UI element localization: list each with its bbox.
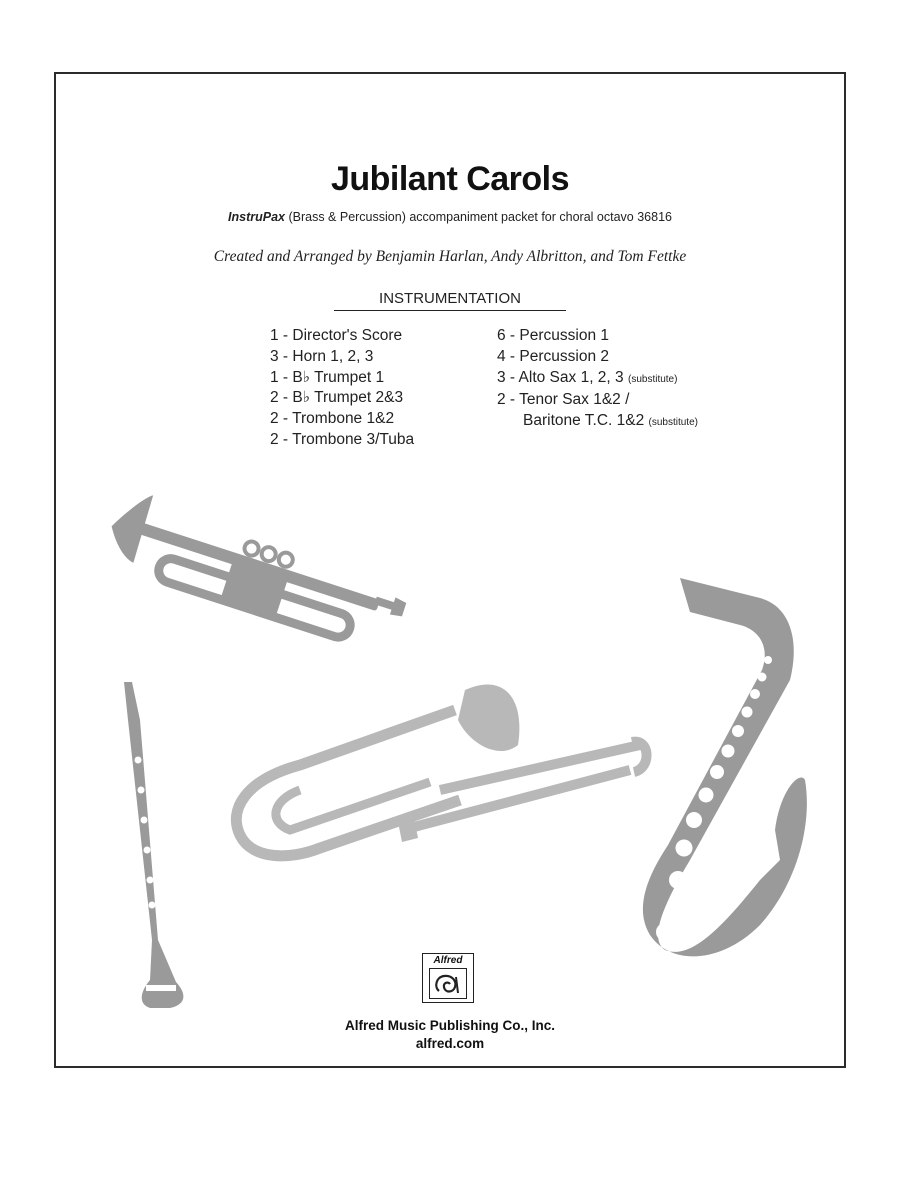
page-title: Jubilant Carols <box>330 160 570 198</box>
instrument-label: 2 - Trombone 1&2 <box>270 410 395 428</box>
substitute-note: (substitute) <box>648 417 698 429</box>
publisher-url: alfred.com <box>415 1036 485 1051</box>
instrument-label: 1 - Director's Score <box>270 327 403 344</box>
subtitle-brand: InstruPax <box>228 210 285 224</box>
instrument-label: 6 - Percussion 1 <box>497 327 609 344</box>
publisher-logo <box>422 953 474 1003</box>
publisher-name: Alfred Music Publishing Co., Inc. <box>344 1018 555 1033</box>
logo-text: Alfred <box>433 955 463 966</box>
instrument-label: 3 - Alto Sax 1, 2, 3 <box>497 368 624 386</box>
clarinet-icon <box>124 682 183 1008</box>
substitute-note: (substitute) <box>627 373 678 385</box>
instrument-label: 2 - Trombone 3/Tuba <box>270 430 415 448</box>
trombone-icon <box>236 684 646 855</box>
instrument-label: 2 - B♭ Trumpet 2&3 <box>270 389 404 407</box>
trumpet-icon <box>100 486 414 656</box>
clef-icon <box>429 968 467 999</box>
instrument-label: 4 - Percussion 2 <box>497 347 609 365</box>
instrument-label: 2 - Tenor Sax 1&2 / <box>497 391 630 409</box>
instrumentation-heading: INSTRUMENTATION <box>334 290 566 311</box>
instrument-label: 3 - Horn 1, 2, 3 <box>270 347 374 365</box>
credits-line: Created and Arranged by Benjamin Harlan, Andy Albritton, and Tom Fettke <box>213 248 687 265</box>
instrument-label: 1 - B♭ Trumpet 1 <box>270 368 385 386</box>
saxophone-icon <box>643 578 807 956</box>
subtitle-text: (Brass & Percussion) accompaniment packet for choral octavo 36816 <box>284 210 672 224</box>
instrument-label: Baritone T.C. 1&2 <box>523 412 645 430</box>
